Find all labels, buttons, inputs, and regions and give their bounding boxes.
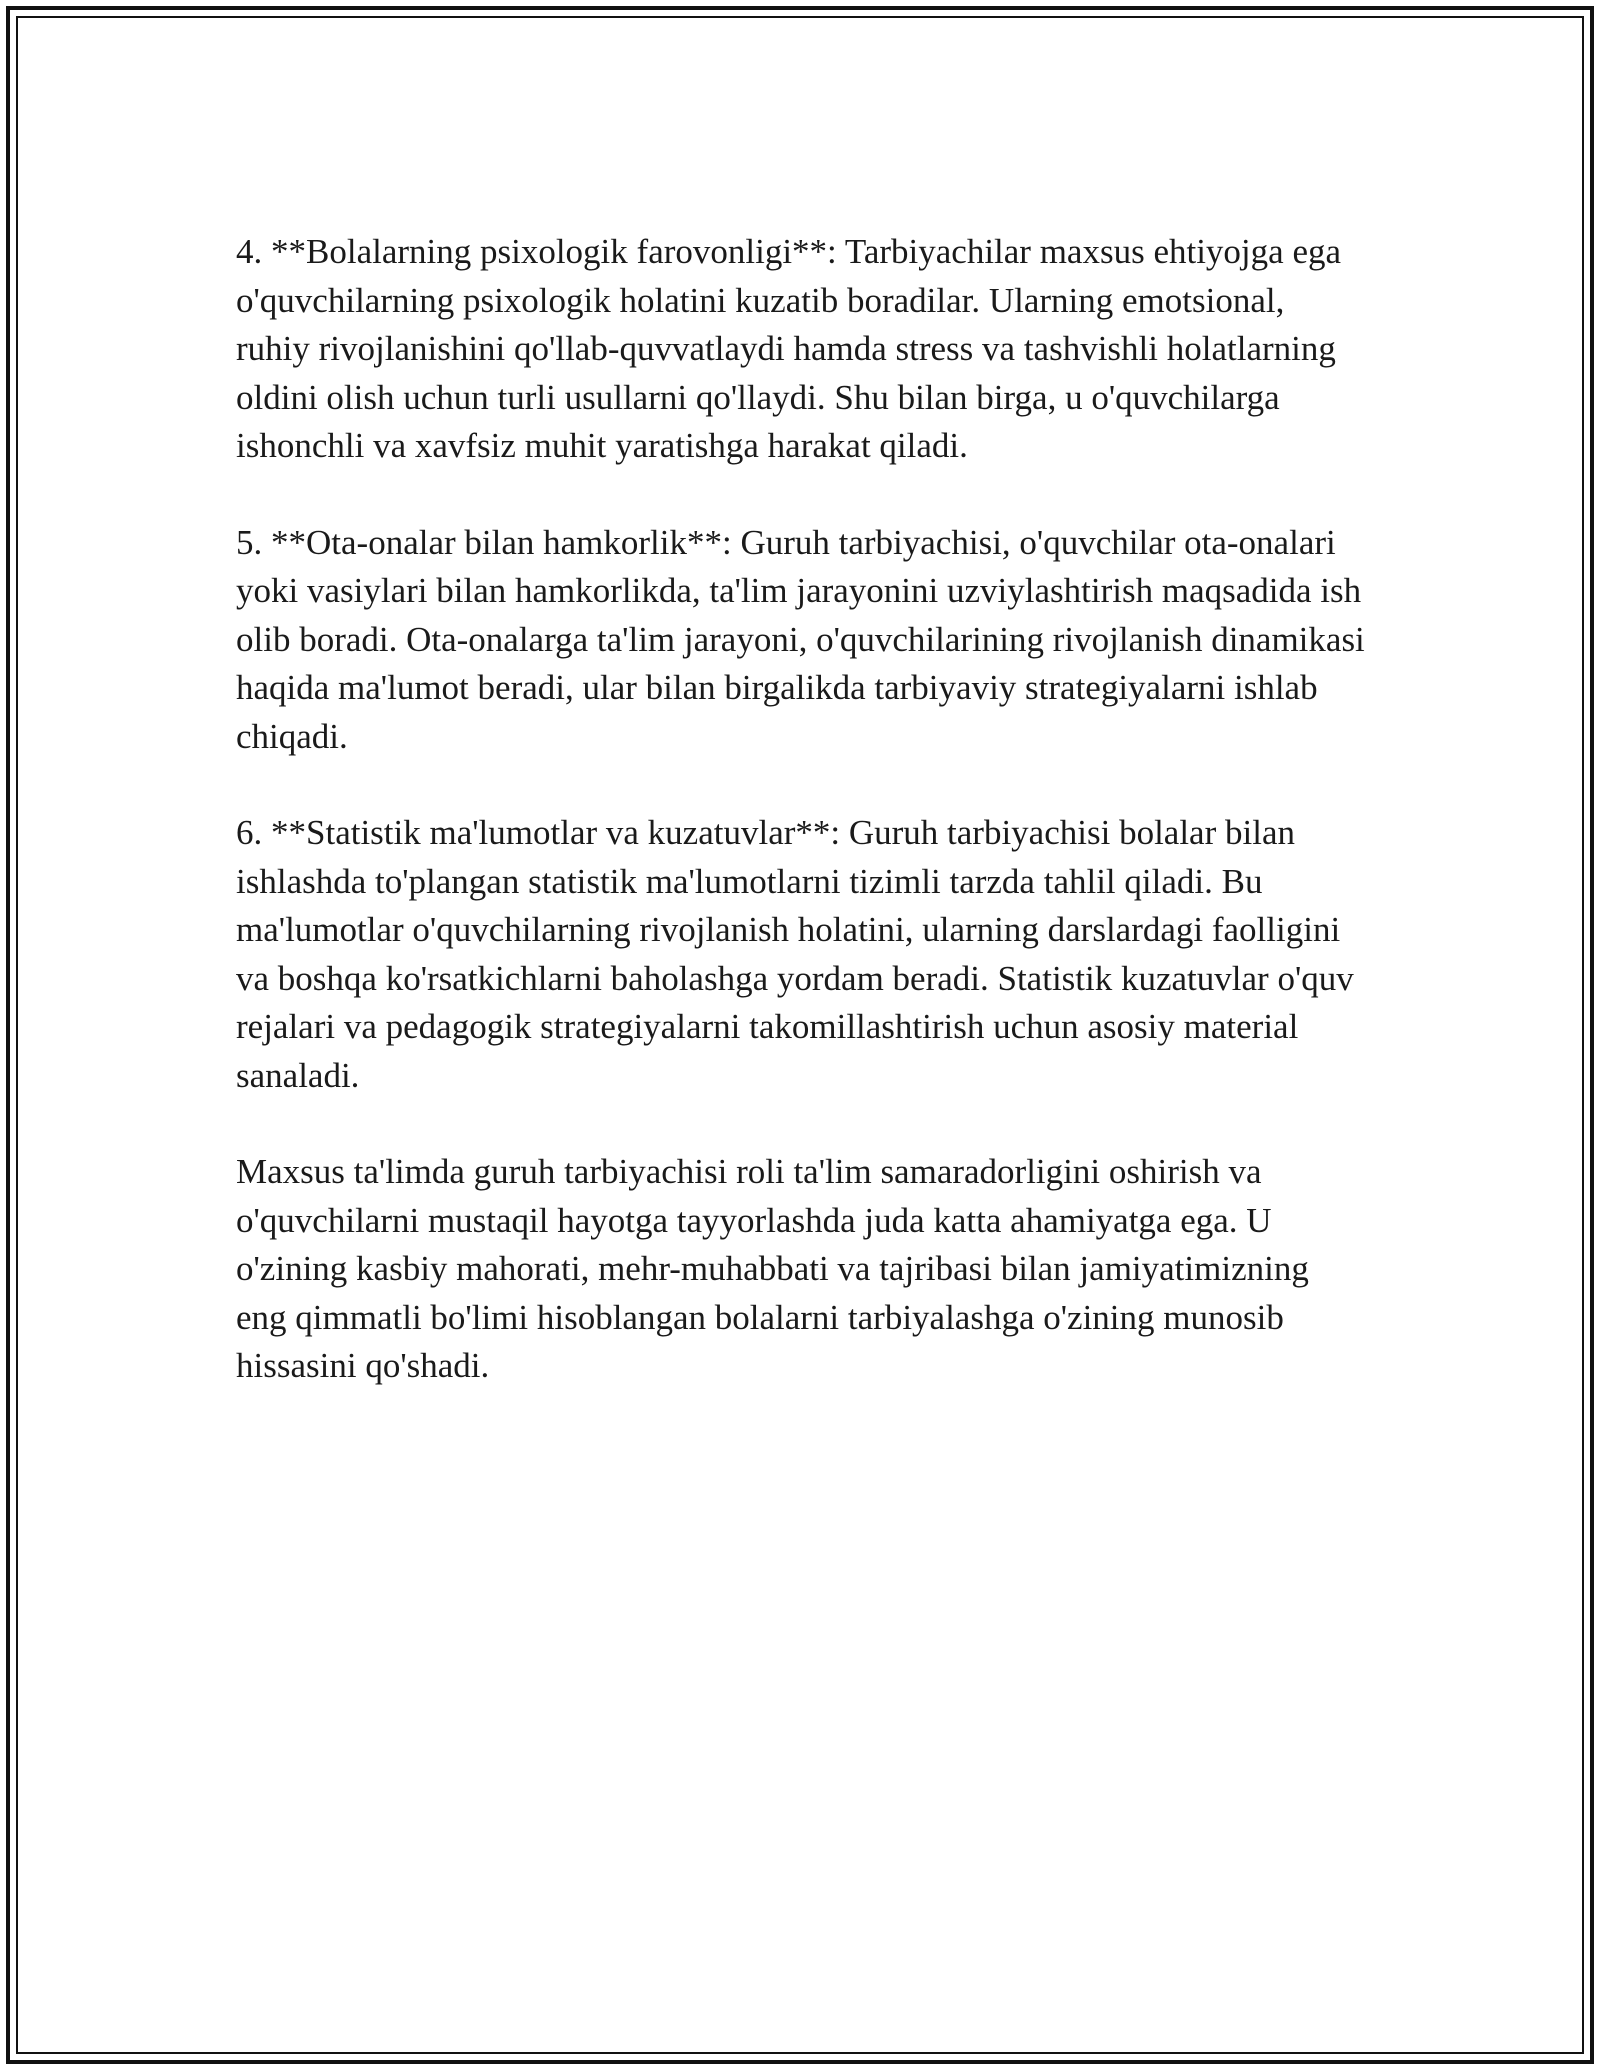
- document-body: [236, 228, 1366, 1439]
- paragraph-parent-cooperation: 5. **Ota-onalar bilan hamkorlik**: Guruh tarbiyachisi, o'quvchilar ota-onalari yoki vasiylari bilan hamkorlikda, ta'lim jarayonini uzviylashtirish maqsadida ish olib boradi. Ota-onalarga ta'lim jarayoni, o'quvchilarining rivojlanish dinamikasi haqida ma'lumot beradi, ular bilan birgalikda tarbiyaviy strategiyalarni ishlab chiqadi.: [236, 522, 1365, 756]
- paragraph-psychological-wellbeing: 4. **Bolalarning psixologik farovonligi**: Tarbiyachilar maxsus ehtiyojga ega o'quvchilarning psixologik holatini kuzatib boradilar. Ularning emotsional, ruhiy rivojlanishini qo'llab-quvvatlaydi hamda stress va tashvishli holatlarning oldini olish uchun turli usullarni qo'llaydi. Shu bilan birga, u o'quvchilarga ishonchli va xavfsiz muhit yaratishga harakat qiladi.: [236, 232, 1342, 465]
- paragraph-statistics-observations: 6. **Statistik ma'lumotlar va kuzatuvlar**: Guruh tarbiyachisi bolalar bilan ishlashda to'plangan statistik ma'lumotlarni tizimli tarzda tahlil qiladi. Bu ma'lumotlar o'quvchilarning rivojlanish holatini, ularning darslardagi faolligini va boshqa ko'rsatkichlarni baholashga yordam beradi. Statistik kuzatuvlar o'quv rejalari va pedagogik strategiyalarni takomillashtirish uchun asosiy material sanaladi.: [236, 813, 1354, 1095]
- paragraph-conclusion: Maxsus ta'limda guruh tarbiyachisi roli ta'lim samaradorligini oshirish va o'quvchilarni mustaqil hayotga tayyorlashda juda katta ahamiyatga ega. U o'zining kasbiy mahorati, mehr-muhabbati va tajribasi bilan jamiyatimizning eng qimmatli bo'limi hisoblangan bolalarni tarbiyalashga o'zining munosib hissasini qo'shadi.: [236, 1152, 1309, 1385]
